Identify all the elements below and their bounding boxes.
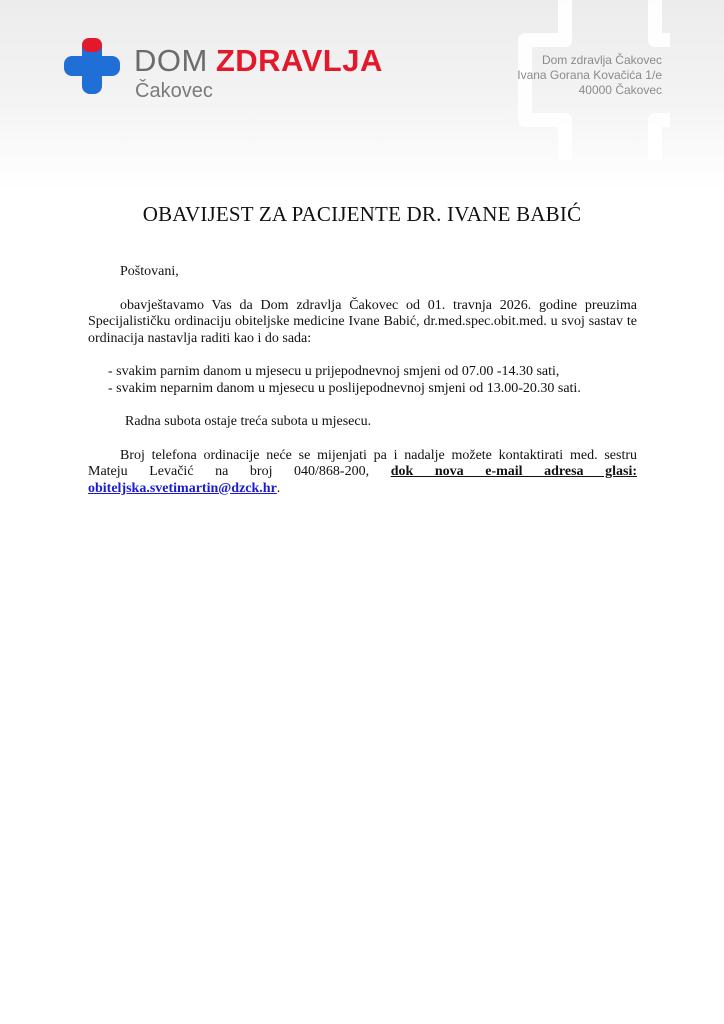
schedule-item-odd-days: - svakim neparnim danom u mjesecu u poslijepodnevnoj smjeni od 13.00-20.30 sati.	[108, 380, 581, 396]
contact-line-2	[88, 464, 637, 481]
greeting: Poštovani,	[120, 264, 179, 279]
notice-body	[88, 264, 637, 497]
sender-address	[517, 53, 662, 98]
email-trailing: .	[276, 480, 281, 496]
notice-title: OBAVIJEST ZA PACIJENTE DR. IVANE BABIĆ	[142, 202, 582, 226]
new-email-notice: dok nova e-mail adresa glasi:	[390, 464, 638, 479]
logo-word-zdravlja: ZDRAVLJA	[215, 43, 383, 78]
email-link[interactable]: obiteljska.svetimartin@dzck.hr	[88, 480, 277, 496]
logo-wordmark	[134, 44, 383, 78]
address-line: Dom zdravlja Čakovec	[541, 53, 662, 67]
logo-city: Čakovec	[135, 80, 213, 102]
saturday-note: Radna subota ostaje treća subota u mjesecu.	[125, 414, 372, 429]
address-line: Ivana Gorana Kovačića 1/e	[517, 68, 662, 82]
contact-line-1: Broj telefona ordinacije neće se mijenjati pa i nadalje možete kontaktirati med. sestru	[120, 447, 637, 463]
medical-cross-logo-icon	[64, 38, 120, 94]
logo	[64, 38, 394, 110]
logo-word-dom: DOM	[134, 43, 208, 78]
contact-line-3	[88, 481, 637, 498]
contact-nurse-phone: Mateju Levačić na broj 040/868-200,	[88, 464, 370, 479]
address-line: 40000 Čakovec	[578, 83, 662, 97]
schedule-list	[88, 364, 637, 397]
schedule-item-even-days: - svakim parnim danom u mjesecu u prijepodnevnoj smjeni od 07.00 -14.30 sati,	[108, 364, 560, 379]
paragraph-takeover: obavještavamo Vas da Dom zdravlja Čakovec od 01. travnja 2026. godine preuzima Specijalističku ordinaciju obiteljske medicine Ivane Babić, dr.med.spec.obit.med. u svoj sastav te ordinacija nastavlja raditi kao i do sada:	[88, 297, 637, 346]
letterhead	[0, 0, 724, 190]
